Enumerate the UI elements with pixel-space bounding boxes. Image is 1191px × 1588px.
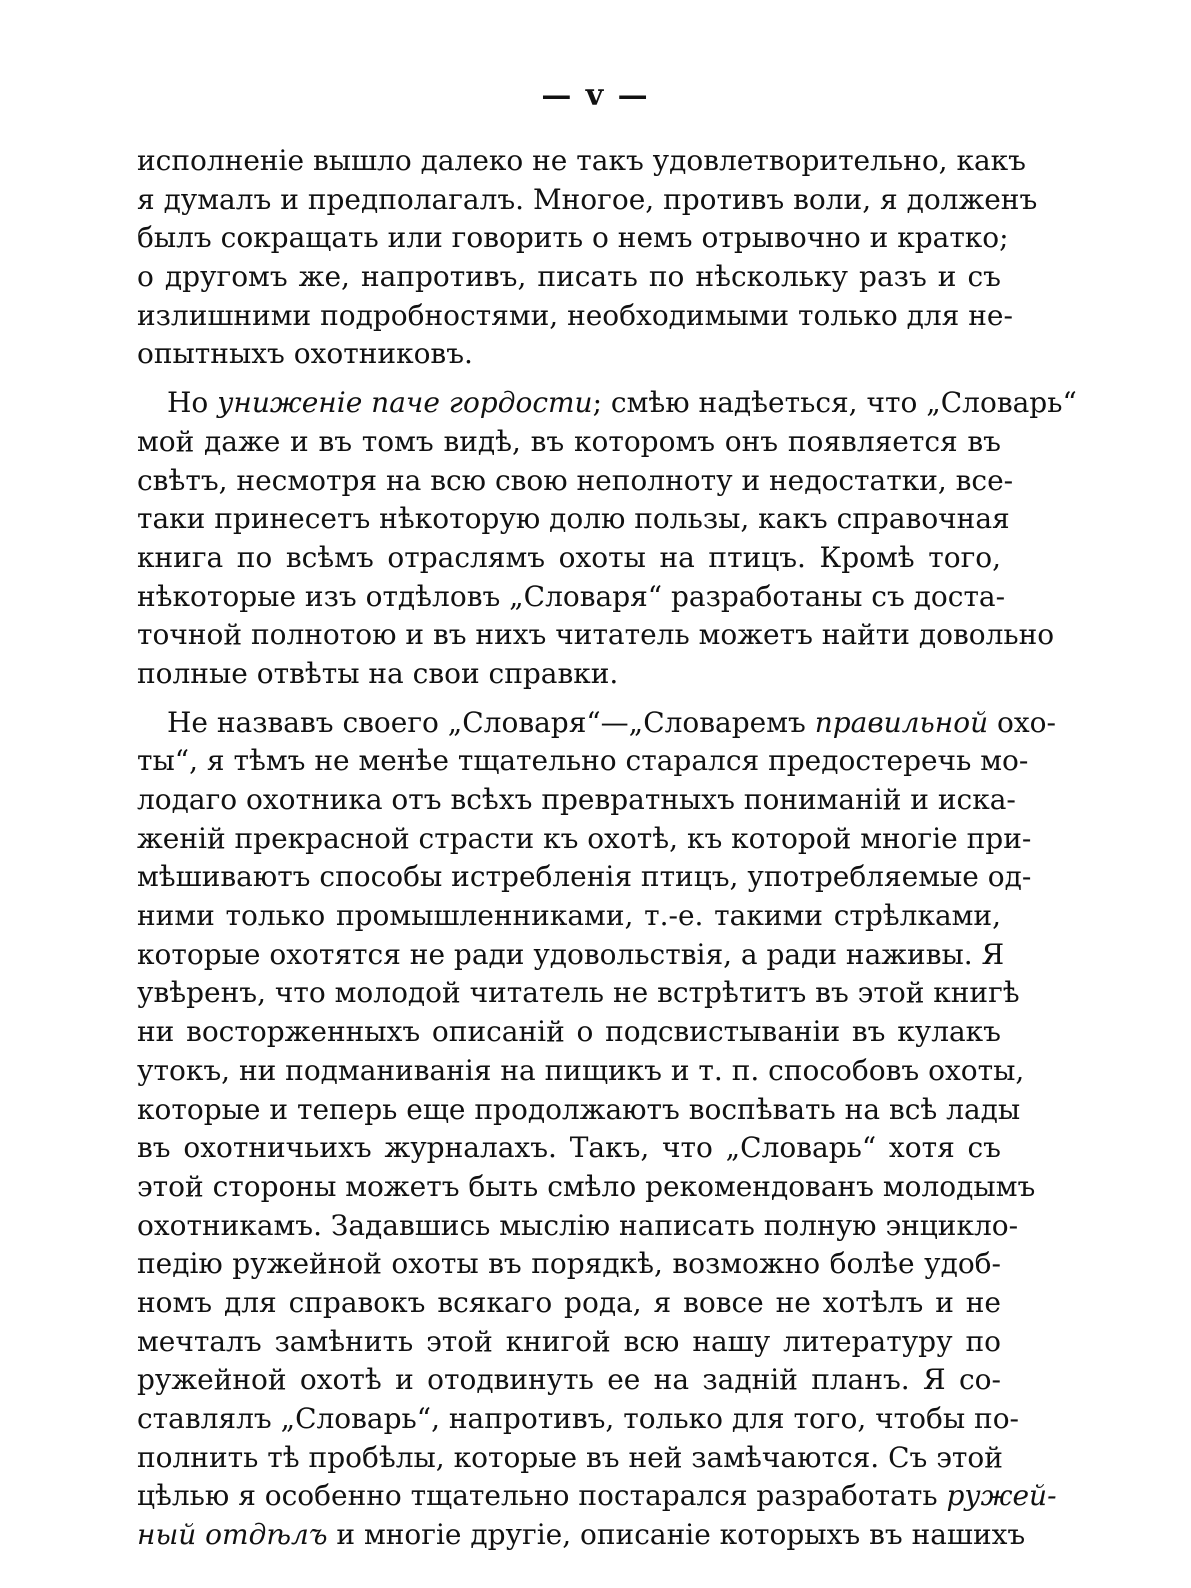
text-line [137, 462, 1014, 501]
text-line [137, 423, 1001, 462]
page-number: — v — [541, 78, 650, 113]
italic-text: униженіе паче гордости [217, 386, 593, 420]
text-segment: ставлялъ „Словарь“, напротивъ, только для того, чтобы по- [137, 1402, 1020, 1435]
text-line [137, 1439, 1001, 1478]
text-segment: свѣтъ, несмотря на всю свою неполноту и недостатки, все- [137, 463, 1014, 497]
text-segment: въ охотничьихъ журналахъ. Такъ, что „Словарь“ хотя съ [137, 1131, 1001, 1165]
text-segment: полнить тѣ пробѣлы, которые въ ней замѣчаются. Съ этой [137, 1440, 1003, 1474]
text-segment: полные отвѣты на свои справки. [137, 656, 619, 690]
text-line [137, 1323, 1001, 1362]
text-segment: охотникамъ. Задавшись мыслію написать полную энцикло- [137, 1208, 1019, 1242]
text-segment: мечталъ замѣнить этой книгой всю нашу литературу по [137, 1324, 1001, 1358]
text-line [137, 1400, 1020, 1439]
text-segment: Но [167, 386, 218, 420]
text-segment: охо- [988, 705, 1056, 739]
text-line [137, 1207, 1019, 1246]
paragraph-gap [137, 694, 1001, 704]
text-line [137, 781, 1016, 820]
text-segment: и многіе другіе, описаніе которыхъ въ нашихъ [327, 1518, 1026, 1552]
body-text [137, 142, 1077, 1555]
text-line [137, 1129, 1001, 1168]
text-segment: нѣкоторые изъ отдѣловъ „Словаря“ разработаны съ доста- [137, 579, 1006, 613]
text-line [137, 1477, 1057, 1516]
text-segment: мѣшиваютъ способы истребленія птицъ, употребляемые од- [137, 860, 1032, 894]
text-line [137, 181, 1038, 220]
text-line [137, 897, 1001, 936]
text-segment: точной полнотою и въ нихъ читатель можетъ найти довольно [137, 618, 1055, 652]
text-line [137, 1091, 1021, 1130]
text-line [137, 1052, 1025, 1091]
text-line [137, 1361, 1001, 1400]
italic-text: правильной [814, 705, 989, 739]
text-segment: номъ для справокъ всякаго рода, я вовсе не хотѣлъ и не [137, 1285, 1001, 1319]
text-line [137, 742, 1029, 781]
paragraph [137, 704, 1057, 1555]
text-line [137, 858, 1032, 897]
paragraph-gap [137, 374, 1001, 384]
paragraph [137, 384, 1077, 694]
text-line [137, 1013, 1001, 1052]
text-line [137, 820, 1032, 859]
text-segment: таки принесетъ нѣкоторую долю пользы, какъ справочная [137, 502, 1010, 536]
text-line [137, 974, 1020, 1013]
text-line [137, 1245, 1001, 1284]
text-segment: ружейной охотѣ и отодвинуть ее на задній планъ. Я со- [137, 1363, 1001, 1397]
text-segment: мой даже и въ томъ видѣ, въ которомъ онъ появляется въ [137, 424, 1001, 458]
text-line [137, 655, 1001, 694]
text-segment: утокъ, ни подманиванія на пищикъ и т. п. способовъ охоты, [137, 1053, 1025, 1087]
text-segment: былъ сокращать или говорить о немъ отрывочно и кратко; [137, 221, 1009, 255]
text-line [137, 500, 1010, 539]
italic-text: ружей- [946, 1479, 1057, 1513]
text-segment: этой стороны можетъ быть смѣло рекомендованъ молодымъ [137, 1169, 1036, 1203]
text-segment: излишними подробностями, необходимыми только для не- [137, 298, 1013, 332]
text-segment: книга по всѣмъ отраслямъ охоты на птицъ. Кромѣ того, [137, 540, 1001, 574]
text-line [137, 1284, 1001, 1323]
text-segment: о другомъ же, напротивъ, писать по нѣскольку разъ и съ [137, 260, 1001, 294]
paragraph [137, 142, 1038, 374]
text-line [137, 297, 1013, 336]
italic-text: ный отдѣлъ [137, 1518, 328, 1552]
text-segment: которые и теперь еще продолжаютъ воспѣвать на всѣ лады [137, 1092, 1021, 1126]
text-line [137, 936, 1005, 975]
text-line [137, 704, 1056, 743]
text-segment: я думалъ и предполагалъ. Многое, противъ воли, я долженъ [137, 182, 1038, 216]
text-line [137, 258, 1001, 297]
text-line [137, 1516, 1026, 1555]
text-segment: исполненіе вышло далеко не такъ удовлетворительно, какъ [137, 144, 1026, 177]
text-segment: увѣренъ, что молодой читатель не встрѣтитъ въ этой книгѣ [137, 976, 1020, 1010]
text-segment: Не назвавъ своего „Словаря“—„Словаремъ [167, 705, 815, 739]
text-line [137, 335, 1001, 374]
text-line [137, 219, 1009, 258]
text-line [137, 142, 1026, 181]
text-segment: которые охотятся не ради удовольствія, а ради наживы. Я [137, 937, 1005, 971]
text-line [137, 616, 1055, 655]
text-segment: ни восторженныхъ описаній о подсвистываніи въ кулакъ [137, 1015, 1001, 1049]
text-line [137, 384, 1077, 423]
text-segment: ; смѣю надѣеться, что „Словарь“ [592, 386, 1077, 420]
text-segment: опытныхъ охотниковъ. [137, 337, 473, 371]
text-segment: ты“, я тѣмъ не менѣе тщательно старался предостеречь мо- [137, 744, 1029, 778]
text-segment: лодаго охотника отъ всѣхъ превратныхъ пониманій и иска- [137, 783, 1016, 816]
text-segment: ними только промышленниками, т.-е. такими стрѣлками, [137, 899, 1001, 933]
text-line [137, 539, 1001, 578]
text-line [137, 1168, 1036, 1207]
text-segment: цѣлью я особенно тщательно постарался разработать [137, 1479, 947, 1513]
text-segment: педію ружейной охоты въ порядкѣ, возможно болѣе удоб- [137, 1247, 1001, 1281]
text-segment: женій прекрасной страсти къ охотѣ, къ которой многіе при- [137, 821, 1032, 855]
text-line [137, 578, 1006, 617]
